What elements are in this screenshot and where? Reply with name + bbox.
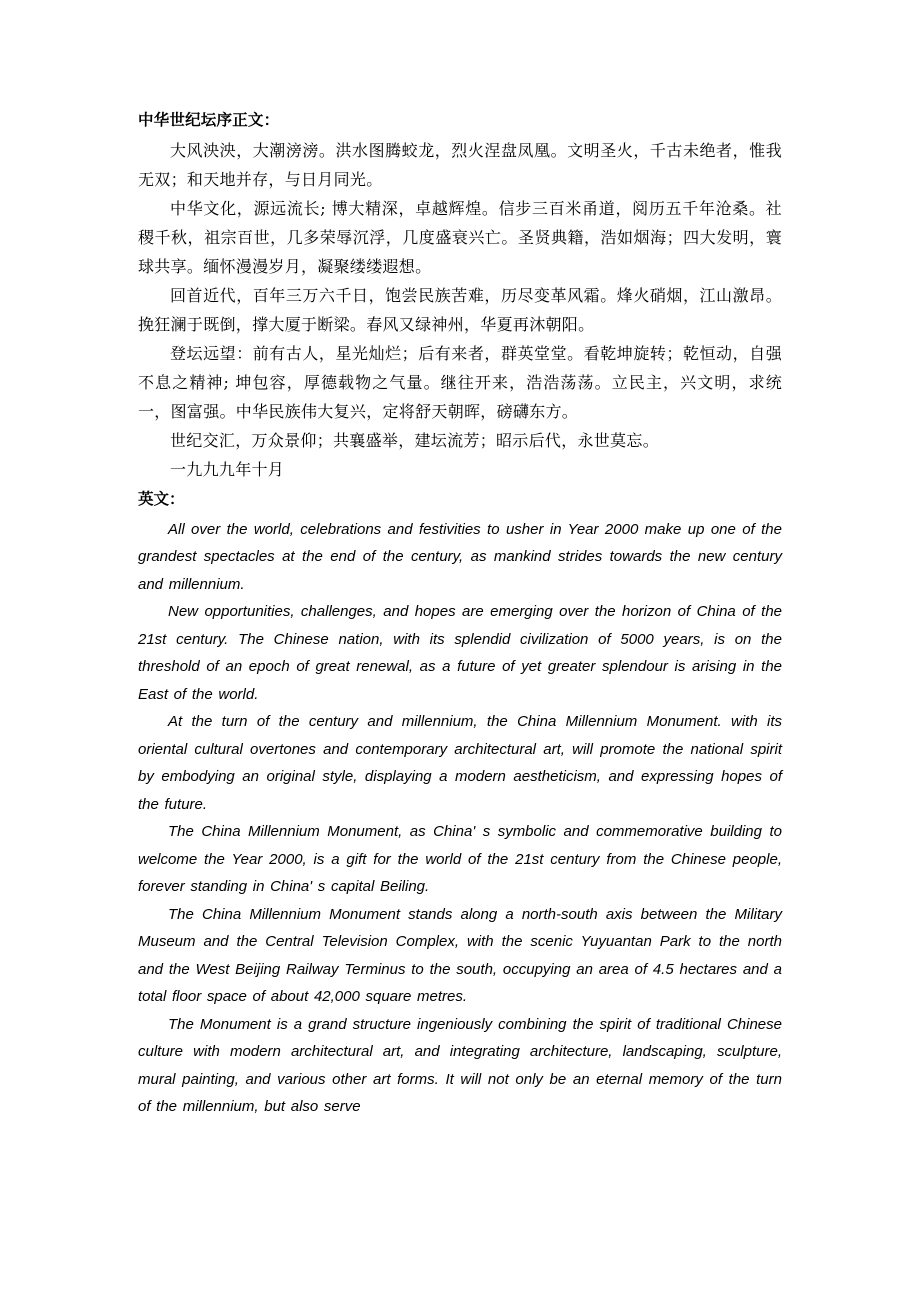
document-body	[138, 108, 782, 1121]
chinese-section-heading: 中华世纪坛序正文：	[138, 111, 280, 129]
chinese-paragraph-4: 登坛远望：前有古人，星光灿烂；后有来者，群英堂堂。看乾坤旋转；乾恒动，自强不息之精神; 坤包容，厚德载物之气量。继往开来，浩浩荡荡。立民主，兴文明，求统一，图富强。中华民族伟大复兴，定将舒天朝晖，磅礴东方。	[138, 344, 782, 422]
english-paragraph-5: The China Millennium Monument stands along a north-south axis between the Military Museum and the Central Television Complex, with the scenic Yuyuantan Park to the north and the West Beijing Railway Terminus to the south, occupying an area of 4.5 hectares and a total floor space of about 42,000 square metres.	[138, 905, 782, 1006]
chinese-paragraph-3: 回首近代，百年三万六千日，饱尝民族苦难，历尽变革风霜。烽火硝烟，江山激昂。挽狂澜于既倒，撑大厦于断梁。春风又绿神州，华夏再沐朝阳。	[138, 286, 782, 335]
english-paragraph-1: All over the world, celebrations and festivities to usher in Year 2000 make up one of the grandest spectacles at the end of the century, as mankind strides towards the new century and millennium.	[138, 520, 782, 593]
chinese-paragraph-2: 中华文化，源远流长; 博大精深，卓越辉煌。信步三百米甬道，阅历五千年沧桑。社稷千秋，祖宗百世，几多荣辱沉浮，几度盛衰兴亡。圣贤典籍，浩如烟海；四大发明，寰球共享。缅怀漫漫岁月，凝聚缕缕遐想。	[138, 199, 782, 277]
english-paragraph-2: New opportunities, challenges, and hopes are emerging over the horizon of China of the 21st century. The Chinese nation, with its splendid civilization of 5000 years, is on the threshold of an epoch of great renewal, as a future of yet greater splendour is arising in the East of the world.	[138, 603, 782, 703]
english-paragraph-4: The China Millennium Monument, as China' s symbolic and commemorative building to welcome the Year 2000, is a gift for the world of the 21st century from the Chinese people, forever standing in China' s capital Beiling.	[138, 823, 782, 896]
chinese-date: 一九九九年十月	[170, 460, 285, 480]
chinese-paragraph-1: 大风泱泱，大潮滂滂。洪水图腾蛟龙，烈火涅盘凤凰。文明圣火，千古未绝者，惟我无双；和天地并存，与日月同光。	[138, 141, 782, 190]
english-paragraph-3: At the turn of the century and millennium, the China Millennium Monument. with its oriental cultural overtones and contemporary architectural art, will promote the national spirit by embodying an original style, displaying a modern aestheticism, and expressing hopes of the future.	[138, 713, 782, 813]
chinese-paragraph-5: 世纪交汇，万众景仰；共襄盛举，建坛流芳；昭示后代，永世莫忘。	[170, 431, 660, 451]
english-paragraph-6: The Monument is a grand structure ingeniously combining the spirit of traditional Chinese culture with modern architectural art, and integrating architecture, landscaping, sculpture, mural painting, and various other art forms. It will not only be an eternal memory of the turn of the millennium, but also serve	[138, 1015, 782, 1116]
english-section-heading: 英文：	[138, 490, 185, 509]
